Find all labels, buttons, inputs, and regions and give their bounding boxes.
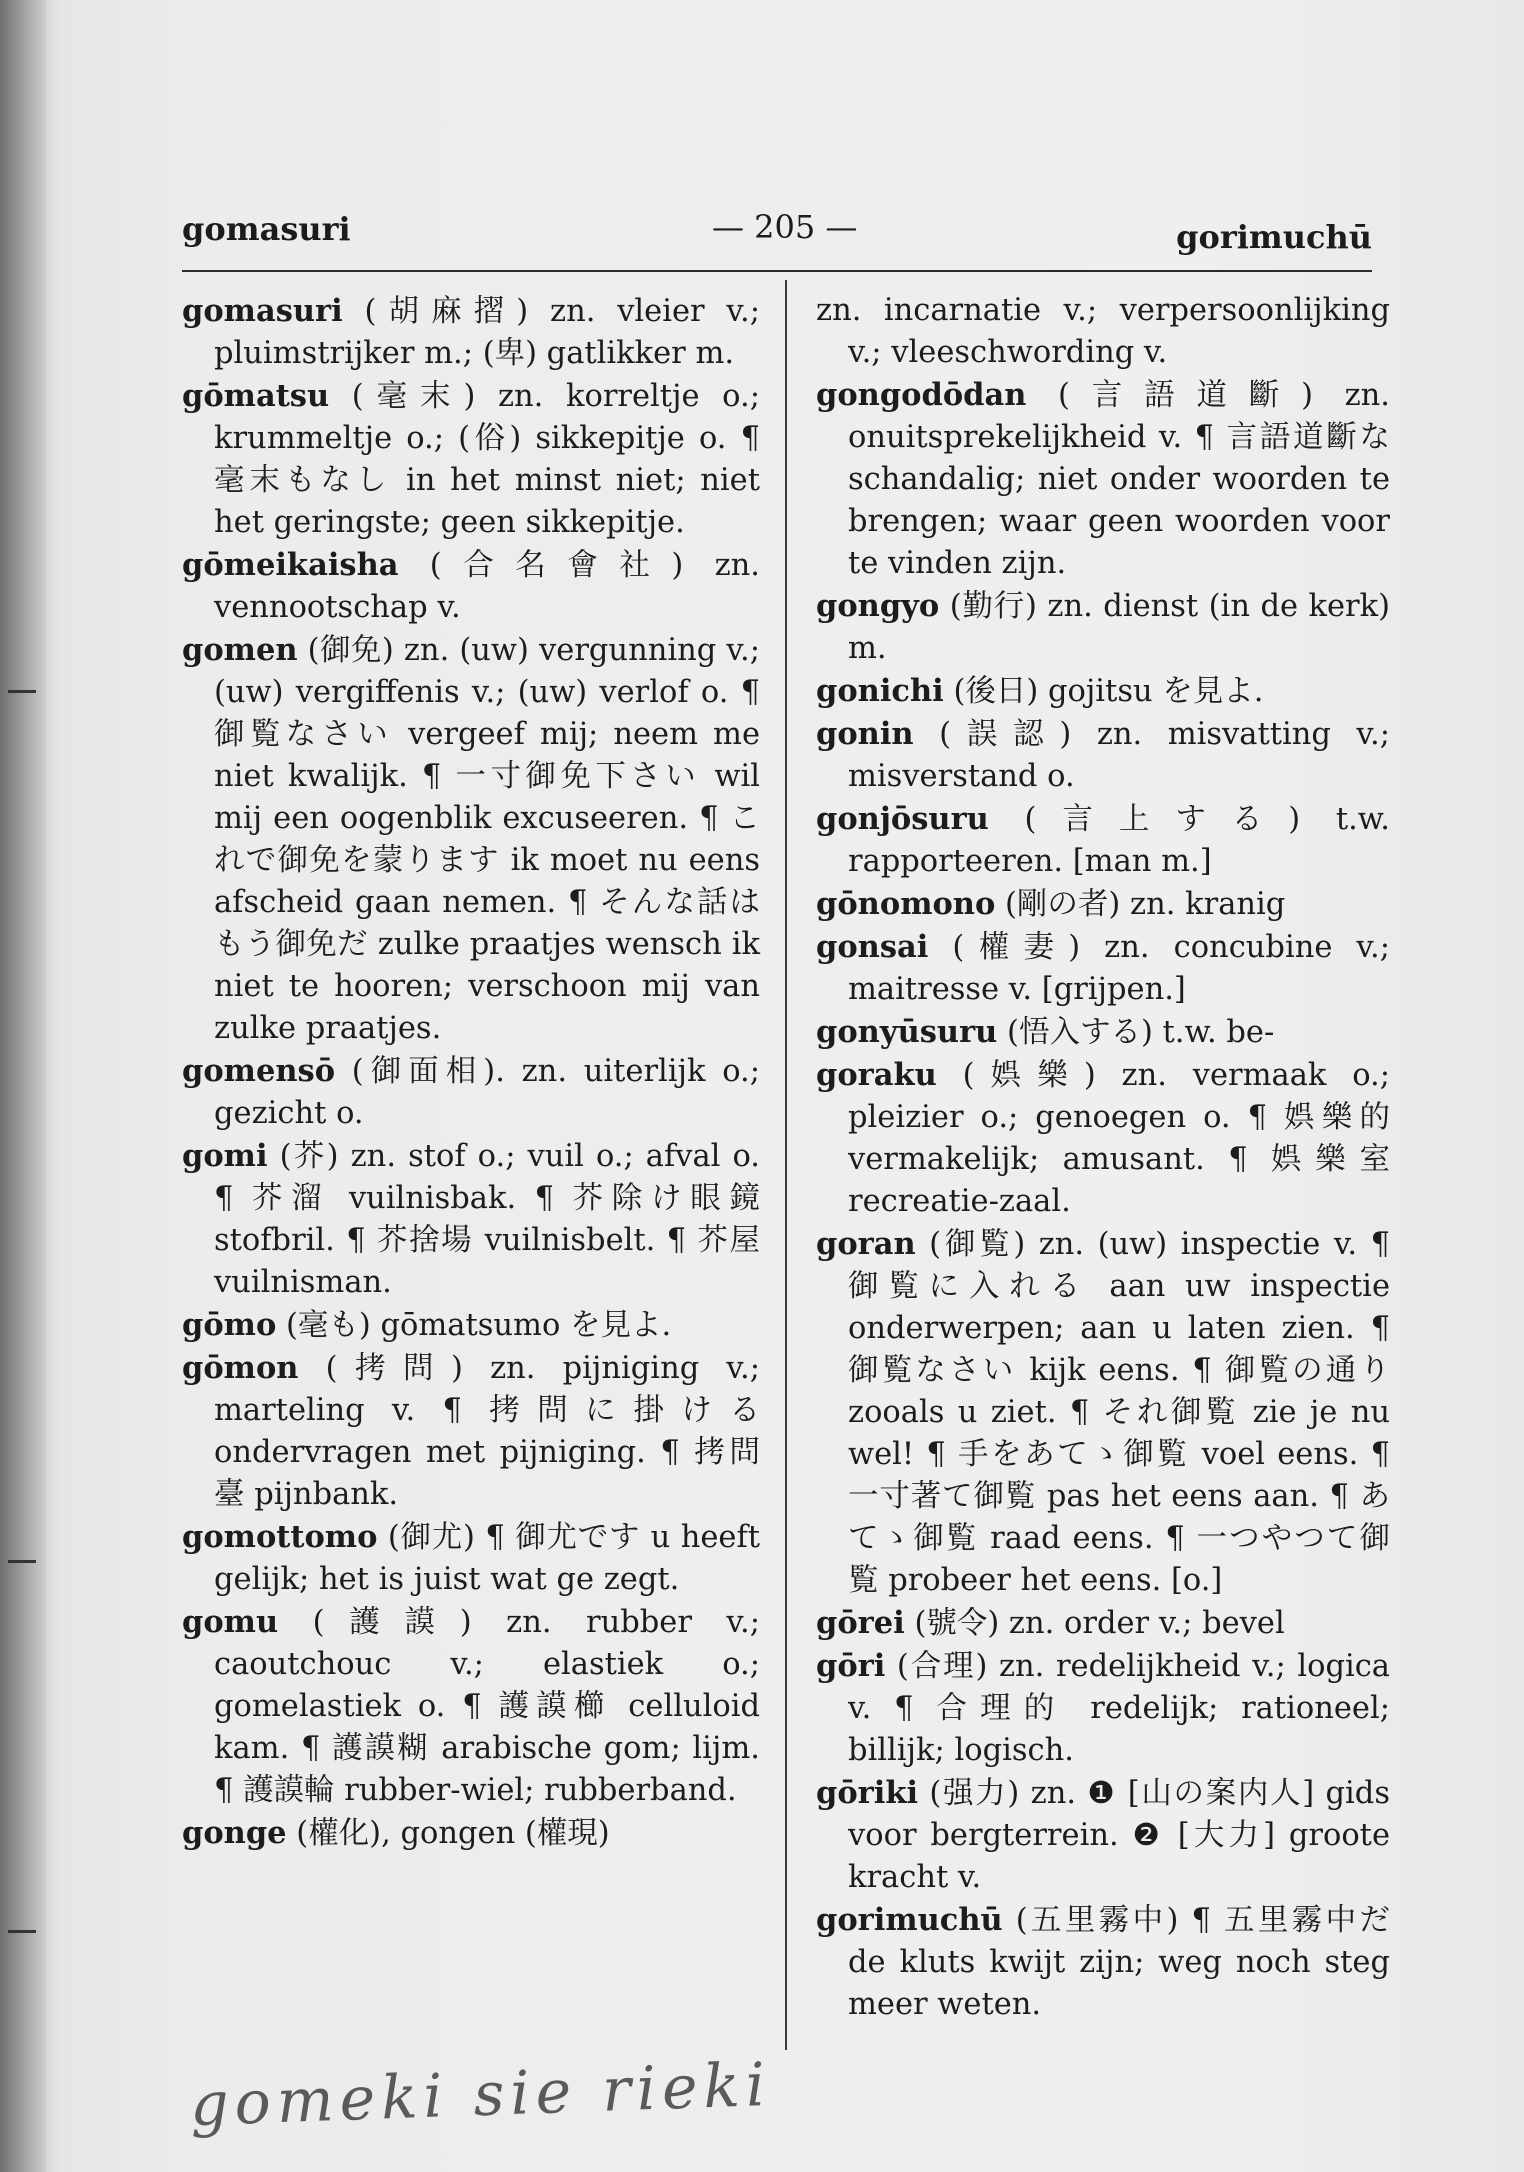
guide-word-right: gorimuchū	[1176, 218, 1372, 256]
entry-definition: (毫も) gōmatsumo を見よ.	[286, 1308, 672, 1343]
entry-definition: (芥) zn. stof o.; vuil o.; afval o. ¶ 芥溜 vuilnisbak. ¶ 芥除け眼鏡 stofbril. ¶ 芥捨場 vuilnisbelt. ¶ 芥屋 vuilnisman.	[214, 1139, 760, 1300]
dictionary-entry	[816, 1899, 1390, 2026]
headword: gongodōdan	[816, 377, 1027, 413]
headword: gōnomono	[816, 886, 996, 922]
binding-mark	[8, 1930, 36, 1933]
dictionary-entry	[816, 926, 1390, 1011]
dictionary-entry	[182, 375, 760, 544]
headword: gōri	[816, 1648, 886, 1684]
dictionary-entry	[182, 1347, 760, 1516]
entry-definition: (悟入する) t.w. be-	[1007, 1015, 1275, 1050]
entry-definition: (勤行) zn. dienst (in de kerk) m.	[848, 589, 1390, 666]
entry-definition: (護謨) zn. rubber v.; caoutchouc v.; elastiek o.; gomelastiek o. ¶ 護謨櫛 celluloid kam. ¶ 護謨糊 arabische gom; lijm. ¶ 護謨輪 rubber-wiel; rubberband.	[214, 1605, 760, 1808]
entry-definition: (權妻) zn. concubine v.; maitresse v. [grijpen.]	[848, 930, 1390, 1007]
entry-definition: (五里霧中) ¶ 五里霧中だ de kluts kwijt zijn; weg noch steg meer weten.	[848, 1903, 1390, 2022]
headword: gonjōsuru	[816, 801, 989, 837]
headword: gōmon	[182, 1350, 299, 1386]
headword: gōriki	[816, 1775, 919, 1811]
handwritten-note: gomeki sie rieki	[188, 2049, 773, 2141]
dictionary-entry	[816, 290, 1390, 374]
dictionary-entry	[816, 1223, 1390, 1602]
dictionary-entry	[816, 713, 1390, 798]
entry-definition: (毫末) zn. korreltje o.; krummeltje o.; (俗) sikkepitje o. ¶ 毫末もなし in het minst niet; niet het geringste; geen sikkepitje.	[214, 379, 760, 540]
book-spine	[0, 0, 46, 2172]
dictionary-entry	[182, 544, 760, 629]
headword: gonin	[816, 716, 914, 752]
headword: gomi	[182, 1138, 268, 1174]
entry-definition: (御尤) ¶ 御尤です u heeft gelijk; het is juist wat ge zegt.	[214, 1520, 760, 1597]
entry-definition: (御面相). zn. uiterlijk o.; gezicht o.	[214, 1054, 761, 1131]
dictionary-entry	[816, 1645, 1390, 1772]
entry-definition: (御覧) zn. (uw) inspectie v. ¶ 御覧に入れる aan uw inspectie onderwerpen; aan u laten zien. ¶ 御覧なさい kijk eens. ¶ 御覧の通り zooals u ziet. ¶ それ御覧 zie je nu wel! ¶ 手をあてゝ御覧 voel eens. ¶ 一寸著て御覧 pas het eens aan. ¶ あてゝ御覧 raad eens. ¶ 一つやつて御覧 probeer het eens. [o.]	[848, 1227, 1390, 1598]
dictionary-entry	[816, 585, 1390, 670]
entry-definition: (御免) zn. (uw) vergunning v.; (uw) vergiffenis v.; (uw) verlof o. ¶ 御覧なさい vergeef mij; neem me niet kwalijk. ¶ 一寸御免下さい wil mij een oogenblik excuseeren. ¶ これで御免を蒙ります ik moet nu eens afscheid gaan nemen. ¶ そんな話はもう御免だ zulke praatjes wensch ik niet te hooren; verschoon mij van zulke praatjes.	[214, 633, 760, 1046]
dictionary-entry	[816, 374, 1390, 585]
headword: gomu	[182, 1604, 279, 1640]
dictionary-entry	[816, 670, 1390, 713]
binding-mark	[8, 1560, 36, 1563]
header-rule	[182, 270, 1372, 272]
dictionary-entry	[816, 1054, 1390, 1223]
entry-definition: (權化), gongen (權現)	[296, 1816, 610, 1851]
headword: gongyo	[816, 588, 940, 624]
headword: gonge	[182, 1815, 287, 1851]
headword: gonichi	[816, 673, 944, 709]
headword: gomasuri	[182, 293, 343, 329]
dictionary-entry	[182, 1050, 760, 1135]
entry-definition: (拷問) zn. pijniging v.; marteling v. ¶ 拷問に掛ける ondervragen met pijniging. ¶ 拷問臺 pijnbank.	[214, 1351, 760, 1512]
dictionary-entry	[182, 1516, 760, 1601]
headword: gomen	[182, 632, 298, 668]
running-head	[182, 210, 1372, 260]
headword: gorimuchū	[816, 1902, 1003, 1938]
left-column	[182, 290, 760, 1855]
column-divider	[785, 280, 787, 2050]
binding-mark	[8, 690, 36, 693]
entry-definition: (合理) zn. redelijkheid v.; logica v. ¶ 合理的 redelijk; rationeel; billijk; logisch.	[848, 1649, 1390, 1768]
dictionary-entry	[816, 1772, 1390, 1899]
dictionary-entry	[816, 1011, 1390, 1054]
entry-definition: (娯樂) zn. vermaak o.; pleizier o.; genoegen o. ¶ 娯樂的 vermakelijk; amusant. ¶ 娯樂室 recreatie-zaal.	[848, 1058, 1390, 1219]
dictionary-entry	[182, 1812, 760, 1855]
headword: gōrei	[816, 1605, 905, 1641]
headword: gōmeikaisha	[182, 547, 399, 583]
dictionary-entry	[182, 290, 760, 375]
entry-definition: (言上する) t.w. rapporteeren. [man m.]	[848, 802, 1390, 879]
dictionary-entry	[182, 629, 760, 1050]
headword: gomottomo	[182, 1519, 378, 1555]
entry-definition: (剛の者) zn. kranig	[1005, 887, 1286, 922]
headword: gōmo	[182, 1307, 277, 1343]
dictionary-entry	[182, 1601, 760, 1812]
headword: gomensō	[182, 1053, 336, 1089]
dictionary-entry	[816, 798, 1390, 883]
dictionary-entry	[816, 1602, 1390, 1645]
headword: gōmatsu	[182, 378, 330, 414]
entry-definition: (誤認) zn. misvatting v.; misverstand o.	[848, 717, 1390, 794]
entry-definition: (胡麻摺) zn. vleier v.; pluimstrijker m.; (卑) gatlikker m.	[214, 294, 760, 371]
headword: goraku	[816, 1057, 937, 1093]
entry-definition: (强力) zn. ❶ [山の案内人] gids voor bergterrein. ❷ [大力] groote kracht v.	[848, 1776, 1390, 1895]
right-column	[816, 290, 1390, 2026]
dictionary-entry	[182, 1135, 760, 1304]
page-number: — 205 —	[712, 208, 858, 246]
headword: gonsai	[816, 929, 929, 965]
entry-definition: (合名會社) zn. vennootschap v.	[214, 548, 760, 625]
guide-word-left: gomasuri	[182, 210, 351, 248]
entry-definition: zn. incarnatie v.; verpersoonlijking v.; vleeschwording v.	[816, 293, 1390, 370]
dictionary-entry	[816, 883, 1390, 926]
dictionary-entry	[182, 1304, 760, 1347]
entry-definition: (號令) zn. order v.; bevel	[914, 1606, 1285, 1641]
entry-definition: (言語道斷) zn. onuitsprekelijkheid v. ¶ 言語道斷な schandalig; niet onder woorden te brengen; waar geen woorden voor te vinden zijn.	[848, 378, 1390, 581]
headword: gonyūsuru	[816, 1014, 998, 1050]
headword: goran	[816, 1226, 916, 1262]
entry-definition: (後日) gojitsu を見よ.	[953, 674, 1264, 709]
